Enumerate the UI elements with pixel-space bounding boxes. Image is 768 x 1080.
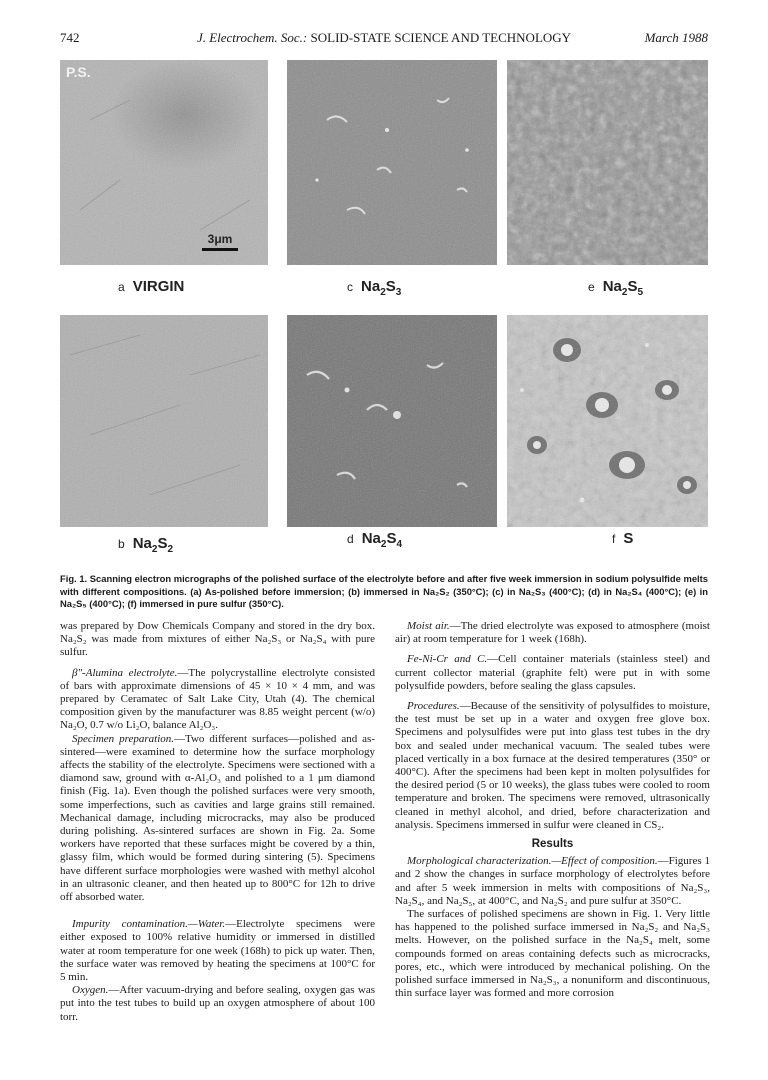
micrograph-b	[60, 315, 268, 527]
panel-label-f: f S	[612, 530, 634, 547]
issue-date: March 1988	[644, 30, 708, 45]
figure-1	[60, 60, 708, 565]
micrograph-e-image	[507, 60, 708, 265]
right-column	[395, 620, 710, 1000]
journal-title	[60, 30, 708, 46]
panel-label-c: c $Na_2S_3$	[347, 278, 402, 298]
micrograph-d-image	[287, 315, 497, 527]
micrograph-b-image	[60, 315, 268, 527]
micrograph-a	[60, 60, 268, 265]
left-column	[60, 620, 375, 1024]
micrograph-f-image	[507, 315, 708, 527]
left-paragraph-3: Specimen preparation.—Two different surfaces—polished and as-sintered—were examined to determine how the surface morphology affects the stability of the electrolyte. Specimens were sectioned with a diamond saw, ground with α-Al₂O₃ and polished to a 1 μm diamond finish (Fig. 1a). Even though the polished surfaces were very smooth, some imperfections, such as cavities and large grains still remained. Mechanical damage, including microcracks, may also be produced during polishing. As-sintered surfaces are shown in Fig. 2a. Some workers have reported that these surfaces might be covered by a thin, glassy film, which would be formed during sintering (5). Specimens have different surface morphologies were washed with methyl alcohol in an ultrasonic cleaner, and then heated up to 800°C for 12h to drive off absorbed water.	[60, 732, 375, 904]
micrograph-d	[287, 315, 497, 527]
right-paragraph-2: Fe-Ni-Cr and C.—Cell container materials (stainless steel) and current collector material (graphite felt) were put in with some polysulfide powders, before sealing the glass capsules.	[395, 653, 710, 692]
section-heading-results: Results	[531, 838, 574, 851]
left-paragraph-4: Impurity contamination.—Water.—Electrolyte specimens were either exposed to 100% relative humidity or immersed in distilled water at room temperature for one week (168h) to pick up water. Then, the surface water was removed by heating the specimens at 100°C for 5 min.	[60, 918, 375, 984]
journal-section: SOLID-STATE SCIENCE AND TECHNOLOGY	[310, 30, 572, 45]
left-paragraph-5: Oxygen.—After vacuum-drying and before sealing, oxygen gas was put into the test tubes to build up an oxygen atmosphere of about 100 torr.	[60, 984, 375, 1023]
figure-caption: Fig. 1. Scanning electron micrographs of the polished surface of the electrolyte before and after five week immersion in sodium polysulfide melts with different compositions. (a) As-polished before immersion; (b) immersed in Na₂S₂ (350°C); (c) in Na₂S₃ (400°C); (d) in Na₂S₄ (400°C); (e) in Na₂S₅ (400°C); (f) immersed in pure sulfur (350°C).	[60, 573, 708, 609]
ps-label: P.S.	[66, 64, 91, 80]
right-paragraph-4: Morphological characterization.—Effect of composition.—Figures 1 and 2 show the changes in surface morphology of electrolytes before and after 5 week immersion in melts with compositions of Na₂S₃, Na₂S₄, and Na₂S₅, at 400°C, and Na₂S₂ and pure sulfur at 350°C.	[395, 855, 711, 907]
panel-label-e: e $Na_2S_5$	[588, 278, 644, 298]
page-number: 742	[60, 30, 80, 45]
scale-bar	[195, 232, 245, 251]
journal-name: J. Electrochem. Soc.:	[196, 30, 308, 45]
right-paragraph-3: Procedures.—Because of the sensitivity of polysulfides to moisture, the test must be set up in a water and oxygen free glove box. Specimens and polysulfides were put into glass test tubes in the dry box and sealed under mechanical vacuum. The sealed tubes were placed vertically in a box furnace at the desired temperatures (350° or 400°C). After the specimens had been kept in molten polysulfides for the desired period (5 or 10 weeks), the glass tubes were cooled to room temperature and broken. The specimens were removed, ultrasonically cleaned in methyl alcohol, and dried, before characterization and analysis. Specimens immersed in sulfur were cleaned in CS₂.	[395, 700, 710, 831]
micrograph-c-image	[287, 60, 497, 265]
running-header	[60, 30, 708, 48]
panel-label-a: a VIRGIN	[118, 278, 185, 295]
right-paragraph-1: Moist air.—The dried electrolyte was exposed to atmosphere (moist air) at room temperature for 1 week (168h).	[395, 620, 710, 646]
left-paragraph-1: was prepared by Dow Chemicals Company and stored in the dry box. Na₂S₂ was made from mixtures of either Na₂S₃ or Na₂S₄ with pure sulfur.	[60, 620, 375, 659]
scale-bar-label: 3μm	[207, 232, 233, 246]
right-paragraph-5: The surfaces of polished specimens are shown in Fig. 1. Very little has happened to the polished surface immersed in Na₂S₂ and Na₂S₃ melts. However, on the polished surface in the Na₂S₄ melt, some compounds formed on areas containing defects such as microcracks, pores, etc., which were introduced by mechanical polishing. On the polished surface immersed in Na₂S₃, a nonuniform and discontinuous, thin surface layer was formed and more corrosion	[395, 908, 710, 1000]
scale-bar-line	[202, 248, 238, 251]
micrograph-e	[507, 60, 708, 265]
micrograph-f	[507, 315, 708, 527]
left-paragraph-2: β″-Alumina electrolyte.—The polycrystalline electrolyte consisted of bars with approximate dimensions of 45 × 10 × 4 mm, and was prepared by Ceramatec of Salt Lake City, Utah (4). The chemical composition given by the manufacturer was 8.85 weight percent (w/o) Na₂O, 0.7 w/o Li₂O, balance Al₂O₃.	[60, 666, 375, 732]
micrograph-c	[287, 60, 497, 265]
panel-label-d: d $Na_2S_4$	[347, 530, 403, 550]
panel-label-b: b $Na_2S_2$	[118, 535, 174, 555]
